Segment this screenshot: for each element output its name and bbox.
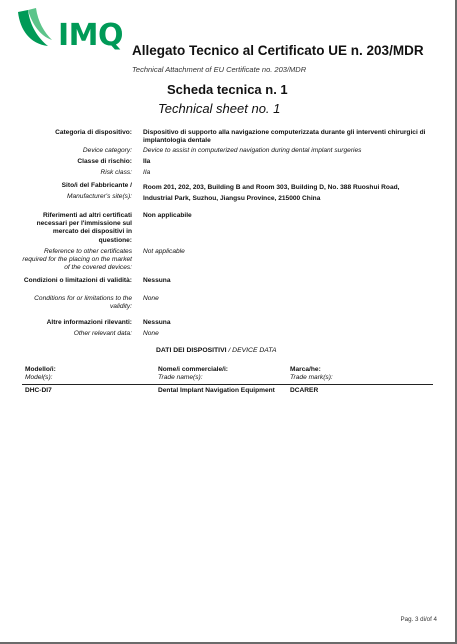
ref-value-it: Non applicabile <box>143 212 192 219</box>
table-divider <box>22 384 433 385</box>
column-trade-it: Nome/i commerciale/i: <box>158 366 228 373</box>
ref-label-en: Reference to other certificates required for the placing on the market of the covered devices: <box>22 248 132 272</box>
column-header-trade-name <box>158 366 228 382</box>
category-value-en: Device to assist in computerized navigation during dental implant surgeries <box>143 147 362 154</box>
other-label-en: Other relevant data: <box>73 330 132 337</box>
category-label-it: Categoria di dispositivo: <box>55 129 132 136</box>
cond-value-en: None <box>143 295 159 302</box>
other-value-en: None <box>143 330 159 337</box>
risk-label-en: Risk class: <box>100 169 132 176</box>
device-data-title-en: / DEVICE DATA <box>226 347 277 354</box>
document-subtitle: Technical Attachment of EU Certificate no. 203/MDR <box>132 65 307 74</box>
other-value-it: Nessuna <box>143 319 171 326</box>
device-model: DHC-DI7 <box>25 387 52 394</box>
cond-value-it: Nessuna <box>143 277 171 284</box>
device-data-title <box>156 347 276 354</box>
cond-label-it: Condizioni o limitazioni di validità: <box>23 277 132 284</box>
column-model-it: Modello/i: <box>25 366 56 373</box>
page-number: Pag. 3 di/of 4 <box>400 616 437 623</box>
category-label-en: Device category: <box>82 147 132 154</box>
cond-label-en: Conditions for or limitations to the validity: <box>34 295 132 311</box>
category-value-it: Dispositivo di supporto alla navigazione computerizzata durante gli interventi chirurgici di implantologia dentale <box>143 129 426 145</box>
sheet-number-en: Technical sheet no. 1 <box>158 101 281 116</box>
column-model-en: Model(s): <box>25 373 53 381</box>
imq-leaf-icon <box>14 6 58 50</box>
risk-value-en: IIa <box>143 169 151 176</box>
site-label-en: Manufacturer's site(s): <box>66 193 132 200</box>
sheet-number-it: Scheda tecnica n. 1 <box>167 82 288 97</box>
site-value: Room 201, 202, 203, Building B and Room 303, Building D, No. 388 Ruoshui Road, Industrial Park, Suzhou, Jiangsu Province, 215000 China <box>143 184 400 202</box>
column-trade-en: Trade name(s): <box>158 373 203 381</box>
column-mark-it: Marca/he: <box>290 366 321 373</box>
device-trade-mark: DCARER <box>290 387 319 394</box>
column-header-trade-mark <box>290 366 333 382</box>
ref-value-en: Not applicable <box>143 248 185 255</box>
device-trade-name: Dental Implant Navigation Equipment <box>158 387 275 394</box>
risk-label-it: Classe di rischio: <box>77 158 132 165</box>
logo-text: IMQ <box>58 18 124 53</box>
column-mark-en: Trade mark(s): <box>290 373 333 381</box>
document-title: Allegato Tecnico al Certificato UE n. 203/MDR <box>132 43 424 58</box>
risk-value-it: IIa <box>143 158 151 165</box>
ref-label-it: Riferimenti ad altri certificati necessari per l'immissione sul mercato dei dispositivi in questione: <box>36 212 132 244</box>
imq-logo <box>14 6 124 53</box>
site-label-it: Sito/i del Fabbricante / <box>61 182 132 189</box>
column-header-model <box>25 366 56 382</box>
device-data-title-it: DATI DEI DISPOSITIVI <box>156 347 227 354</box>
other-label-it: Altre informazioni rilevanti: <box>46 319 132 326</box>
